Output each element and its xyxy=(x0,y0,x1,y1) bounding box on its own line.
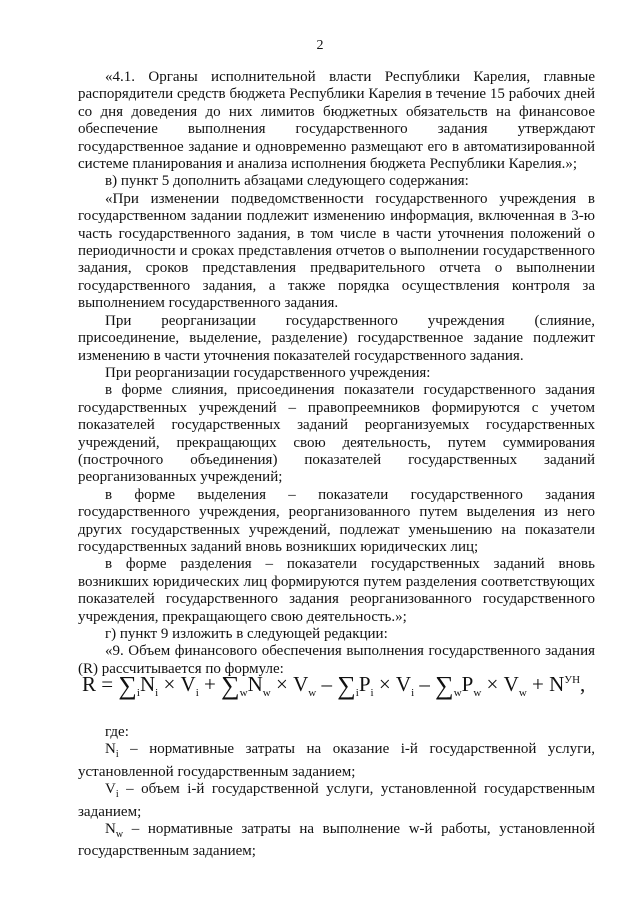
paragraph-item-9: «9. Объем финансового обеспечения выполнения государственного задания (R) рассчитывается по формуле: xyxy=(78,643,595,677)
paragraph-merger: в форме слияния, присоединения показатели государственного задания государственных учреждений – правопреемников формируются с учетом показателей государственных заданий реорганизуемых государственных учреждений, прекращающих свою деятельность, путем суммирования (построчного объединения) показателей государственных заданий реорганизованных учреждений; xyxy=(78,382,595,486)
times-sign: × xyxy=(276,672,288,696)
def-symbol: N xyxy=(105,821,116,838)
definition-ni xyxy=(78,741,595,781)
times-sign: × xyxy=(486,672,499,696)
def-symbol: N xyxy=(105,741,116,758)
funding-formula xyxy=(82,672,622,708)
sub-w: w xyxy=(239,687,248,700)
definitions xyxy=(78,724,595,861)
paragraph-item-v: в) пункт 5 дополнить абзацами следующего содержания: xyxy=(105,173,469,190)
sup-un: УН xyxy=(564,674,581,686)
sum-symbol: ∑ xyxy=(118,671,137,700)
def-symbol: V xyxy=(105,781,116,798)
formula-comma: , xyxy=(580,672,586,696)
paragraph-4-1: «4.1. Органы исполнительной власти Республики Карелия, главные распорядители средств бюджета Республики Карелия в течение 15 рабочих дней со дня доведения до них лимитов бюджетных обязательств на финансовое обеспечение выполнения государственного задания утверждают государственное задание и одновременно размещают его в автоматизированной системе планирования и анализа исполнения бюджета Республики Карелия.»; xyxy=(78,69,595,173)
sub-i: i xyxy=(195,687,199,700)
def-subscript: w xyxy=(115,829,124,841)
definition-nw xyxy=(78,821,595,861)
def-text: – объем i-й государственной услуги, установленной государственным заданием; xyxy=(78,781,595,820)
times-sign: × xyxy=(163,672,176,696)
paragraph-subordination: «При изменении подведомственности государственного учреждения в государственном задании подлежит изменению информация, включенная в 3-ю часть государственного задания, в том числе в части уточнения положений о периодичности и сроках представления отчетов о выполнении государственного задания, сроков представления предварительного отчета о выполнении государственного задания, а также порядка осуществления контроля за выполнением государственного задания. xyxy=(78,190,595,312)
def-text: – нормативные затраты на выполнение w-й работы, установленной государственным заданием; xyxy=(78,821,595,860)
formula-p: P xyxy=(358,672,371,696)
formula-v: V xyxy=(503,672,519,696)
formula-n: N xyxy=(139,672,156,696)
sum-symbol: ∑ xyxy=(337,671,356,700)
def-text: – нормативные затраты на оказание i-й государственной услуги, установленной государственным заданием; xyxy=(78,741,595,780)
plus-sign: + xyxy=(204,672,216,696)
document-body xyxy=(78,69,595,678)
sub-w: w xyxy=(262,687,271,700)
paragraph-reorganization-intro: При реорганизации государственного учреждения: xyxy=(105,364,431,381)
sub-i: i xyxy=(411,687,415,700)
minus-sign: – xyxy=(321,672,332,696)
formula-p: P xyxy=(461,672,474,696)
minus-sign: – xyxy=(419,672,430,696)
sum-symbol: ∑ xyxy=(435,671,454,700)
formula-v: V xyxy=(395,672,412,696)
sub-w: w xyxy=(473,687,482,700)
page-number: 2 xyxy=(316,38,324,53)
sub-w: w xyxy=(453,687,462,700)
sub-i: i xyxy=(355,687,359,700)
paragraph-reorganization: При реорганизации государственного учреждения (слияние, присоединение, выделение, разделение) государственное задание подлежит изменению в части уточнения показателей государственного задания. xyxy=(78,312,595,364)
paragraph-item-g: г) пункт 9 изложить в следующей редакции: xyxy=(105,626,388,642)
times-sign: × xyxy=(378,672,391,696)
formula-r: R xyxy=(82,672,97,696)
formula-equals: = xyxy=(101,672,114,696)
def-subscript: i xyxy=(115,749,119,761)
formula-n: N xyxy=(549,672,565,696)
where-label: где: xyxy=(105,724,129,740)
definition-vi xyxy=(78,781,595,821)
paragraph-spin-off: в форме выделения – показатели государственного задания государственного учреждения, реорганизованного путем выделения из него других государственных учреждений, подлежат уменьшению на показатели государственных заданий вновь возникших юридических лиц; xyxy=(78,486,595,555)
formula-v: V xyxy=(293,672,309,696)
sum-symbol: ∑ xyxy=(221,671,240,700)
formula-n: N xyxy=(247,672,263,696)
formula-v: V xyxy=(180,672,196,696)
sub-i: i xyxy=(136,687,140,700)
plus-sign: + xyxy=(532,672,544,696)
paragraph-division: в форме разделения – показатели государственных заданий вновь возникших юридических лиц формируются путем разделения соответствующих показателей государственного задания реорганизованного государственного учреждения, прекращающего свою деятельность.»; xyxy=(78,556,595,625)
sub-i: i xyxy=(370,687,374,700)
sub-i: i xyxy=(155,687,159,700)
sub-w: w xyxy=(518,687,527,700)
def-subscript: i xyxy=(115,789,119,801)
sub-w: w xyxy=(308,687,317,700)
